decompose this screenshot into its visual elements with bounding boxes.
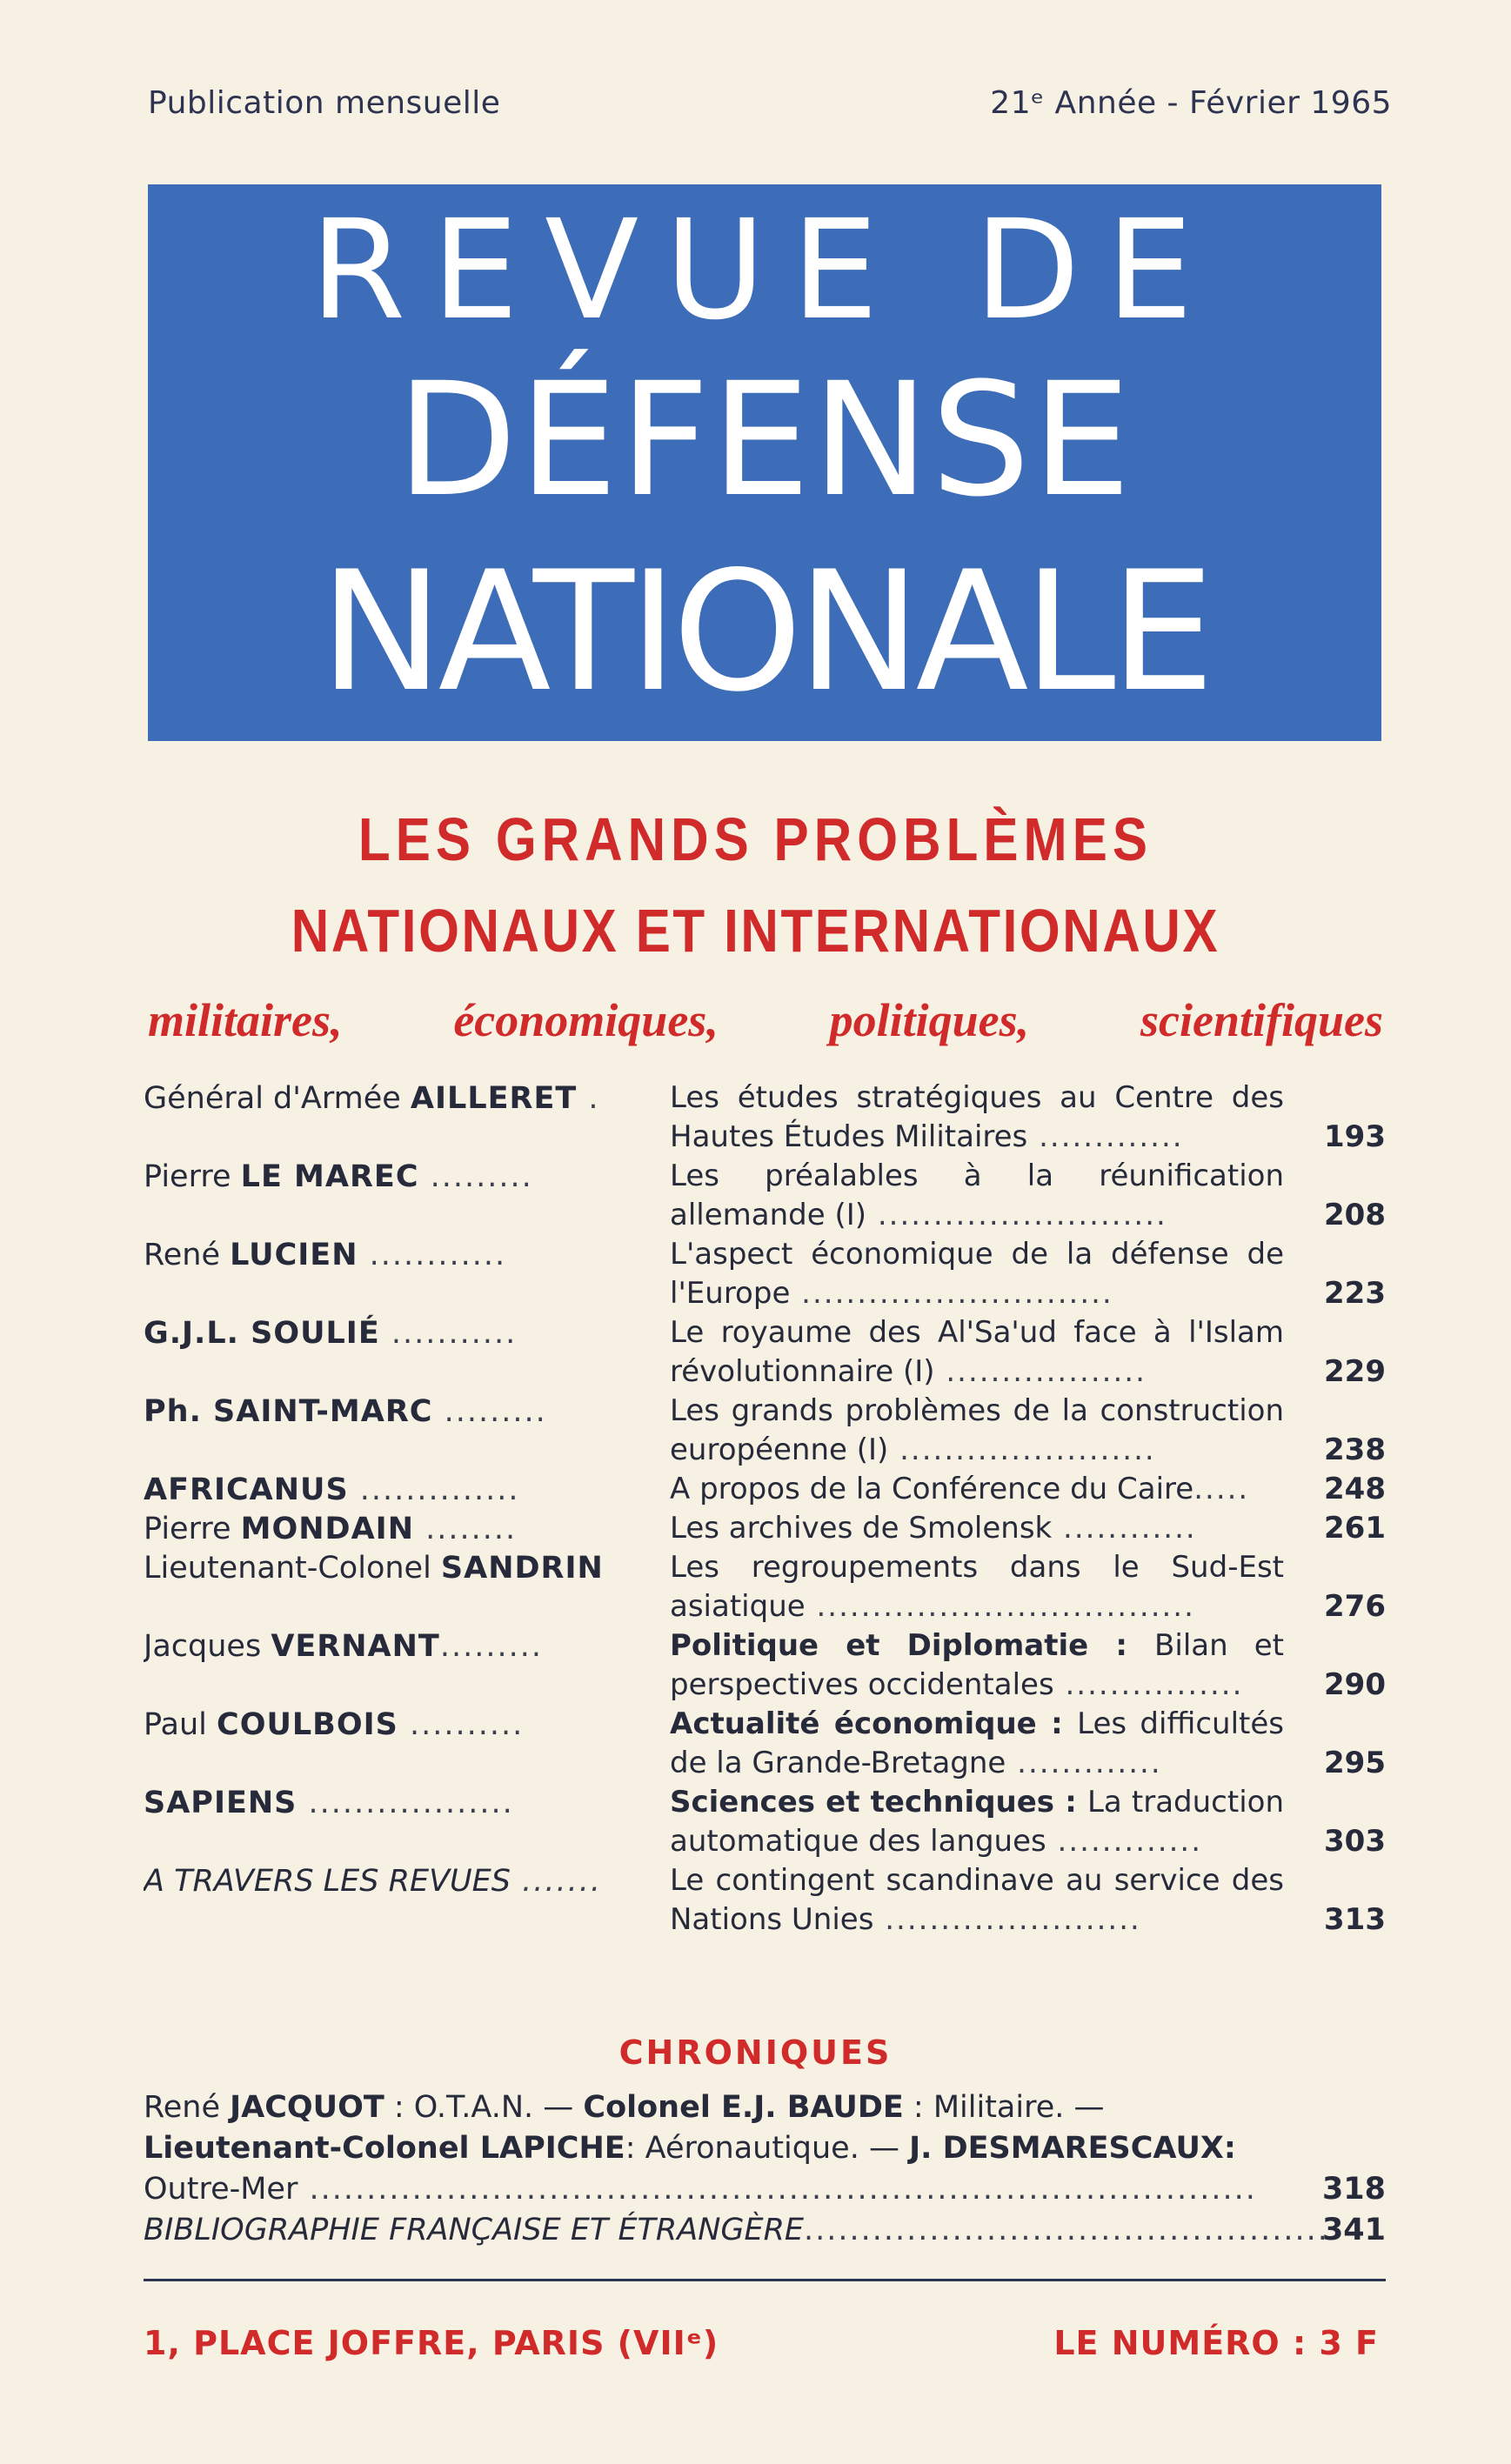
article-rubric: Sciences et techniques : — [670, 1785, 1087, 1820]
toc-author — [144, 1509, 635, 1549]
article-title: Les grands problèmes de la construction européenne (I) — [670, 1393, 1284, 1467]
leader-dots: ....... — [510, 1864, 602, 1899]
page-number: 341 — [1321, 2213, 1386, 2247]
toc-row — [144, 1705, 1386, 1783]
page-number: 303 — [1324, 1824, 1386, 1859]
toc-author — [144, 1783, 635, 1823]
author-prefix: Pierre — [144, 1159, 241, 1194]
page-number: 261 — [1324, 1511, 1386, 1546]
author-name: AILLERET — [410, 1081, 578, 1116]
author-prefix: Paul — [144, 1707, 217, 1742]
page-number: 223 — [1324, 1276, 1386, 1311]
subtitle — [148, 993, 1383, 1047]
leader-dots: . — [577, 1081, 600, 1116]
chronicles — [144, 2087, 1386, 2251]
bibliography-label: BIBLIOGRAPHIE FRANÇAISE ET ÉTRANGÈRE — [144, 2213, 805, 2247]
chronicles-line-2 — [144, 2128, 1386, 2169]
toc-author — [144, 1078, 635, 1118]
article-title: Les préalables à la réunification allemande (I) — [670, 1159, 1284, 1232]
author-name: AFRICANUS — [144, 1472, 349, 1507]
chronicle-author: J. DESMARESCAUX — [909, 2131, 1224, 2166]
toc-article — [670, 1783, 1284, 1861]
toc-author — [144, 1861, 635, 1901]
top-line — [148, 85, 1392, 121]
article-title: A propos de la Conférence du Caire — [670, 1472, 1194, 1506]
leader-dots: ............. — [1006, 1746, 1162, 1780]
page-number: 276 — [1324, 1589, 1386, 1624]
author-name: LE MAREC — [240, 1159, 419, 1194]
page-number: 318 — [1321, 2172, 1386, 2207]
toc-row — [144, 1392, 1386, 1470]
toc-row — [144, 1235, 1386, 1313]
toc-row — [144, 1548, 1386, 1626]
toc-author — [144, 1392, 635, 1432]
chronicle-outre-mer: Outre-Mer — [144, 2172, 298, 2207]
article-title: Les archives de Smolensk — [670, 1511, 1053, 1546]
toc-article — [670, 1509, 1284, 1548]
chronicle-topic: : O.T.A.N. — — [384, 2090, 584, 2125]
masthead — [148, 184, 1381, 741]
page-number: 295 — [1324, 1746, 1386, 1780]
masthead-line-2: DÉFENSE — [396, 350, 1133, 531]
chronicles-line-3 — [144, 2169, 1386, 2210]
chronicle-author: Lieutenant-Colonel LAPICHE — [144, 2131, 625, 2166]
toc-row — [144, 1470, 1386, 1509]
toc-author — [144, 1548, 635, 1588]
leader-dots: ................ — [1053, 1667, 1244, 1702]
toc-row — [144, 1313, 1386, 1392]
chronicle-topic: : Aéronautique. — — [625, 2131, 910, 2166]
chronicles-title: CHRONIQUES — [618, 2033, 893, 2072]
page-number: 208 — [1324, 1198, 1386, 1232]
toc-row — [144, 1626, 1386, 1705]
leader-dots: ................................................................................... — [298, 2172, 1257, 2207]
publication-frequency: Publication mensuelle — [148, 85, 501, 121]
leader-dots: ....................... — [873, 1902, 1141, 1937]
masthead-line-1: REVUE DE — [310, 190, 1220, 351]
page-number: 313 — [1324, 1902, 1386, 1937]
leader-dots: .............. — [348, 1472, 520, 1507]
author-name: COULBOIS — [217, 1707, 398, 1742]
author-prefix: A TRAVERS LES REVUES — [144, 1864, 511, 1899]
leader-dots: ......... — [439, 1629, 543, 1664]
article-title: L'aspect économique de la défense de l'Europe — [670, 1237, 1284, 1311]
chronicles-line-1 — [144, 2087, 1386, 2128]
toc-row — [144, 1078, 1386, 1157]
toc-author — [144, 1626, 635, 1666]
author-prefix: Pierre — [144, 1512, 241, 1546]
leader-dots: ............................................... — [804, 2213, 1341, 2247]
leader-dots: ............................ — [790, 1276, 1113, 1311]
toc-article — [670, 1861, 1284, 1940]
article-title: Le royaume des Al'Sa'ud face à l'Islam révolutionnaire (I) — [670, 1315, 1284, 1389]
leader-dots: ......... — [418, 1159, 533, 1194]
toc-article — [670, 1548, 1284, 1626]
leader-dots: .................. — [934, 1354, 1147, 1389]
subtitle-word: militaires, — [148, 994, 343, 1046]
subtitle-word: économiques, — [453, 994, 719, 1046]
author-name: LUCIEN — [230, 1238, 358, 1272]
headline-line-1: LES GRANDS PROBLÈMES — [358, 805, 1153, 873]
author-prefix: René — [144, 1238, 231, 1272]
toc-row — [144, 1783, 1386, 1861]
toc-article — [670, 1157, 1284, 1235]
leader-dots: .......................... — [866, 1198, 1167, 1232]
leader-dots: .................................. — [805, 1589, 1195, 1624]
subtitle-word: politiques, — [829, 994, 1030, 1046]
author-prefix: Général d'Armée — [144, 1081, 411, 1116]
address: 1, PLACE JOFFRE, PARIS (VIIᵉ) — [144, 2324, 719, 2362]
toc-row — [144, 1509, 1386, 1548]
price: LE NUMÉRO : 3 F — [1053, 2324, 1379, 2362]
subtitle-word: scientifiques — [1140, 994, 1383, 1046]
author-name: Ph. SAINT-MARC — [144, 1394, 433, 1429]
article-title: Bilan et perspectives occidentales — [670, 1628, 1284, 1702]
toc-row — [144, 1157, 1386, 1235]
toc-author — [144, 1705, 635, 1745]
toc-article — [670, 1470, 1284, 1509]
author-name: SAPIENS — [144, 1786, 298, 1820]
toc-author — [144, 1235, 635, 1275]
leader-dots: ........ — [414, 1512, 518, 1546]
article-title: Le contingent scandinave au service des Nations Unies — [670, 1863, 1284, 1937]
leader-dots: .......... — [398, 1707, 525, 1742]
toc-article — [670, 1078, 1284, 1157]
headline-line-2: NATIONAUX ET INTERNATIONAUX — [291, 897, 1220, 965]
issue-date: 21ᵉ Année - Février 1965 — [990, 85, 1392, 121]
toc-author — [144, 1470, 635, 1510]
toc-article — [670, 1313, 1284, 1392]
article-rubric: Politique et Diplomatie : — [670, 1628, 1155, 1663]
page-number: 238 — [1324, 1432, 1386, 1467]
footer — [144, 2324, 1379, 2362]
toc-article — [670, 1705, 1284, 1783]
toc-article — [670, 1626, 1284, 1705]
page-number: 193 — [1324, 1119, 1386, 1154]
leader-dots: ............ — [1052, 1511, 1197, 1546]
author-prefix: Jacques — [144, 1629, 271, 1664]
bibliography-line — [144, 2210, 1386, 2251]
leader-dots: .................. — [297, 1786, 514, 1820]
toc-article — [670, 1235, 1284, 1313]
article-title: Les regroupements dans le Sud-Est asiatique — [670, 1550, 1284, 1624]
toc-author — [144, 1313, 635, 1353]
author-name: VERNANT — [271, 1629, 440, 1664]
author-name: SANDRIN — [440, 1551, 604, 1586]
page-number: 248 — [1324, 1472, 1386, 1506]
leader-dots: ............. — [1027, 1119, 1184, 1154]
leader-dots: ........... — [379, 1316, 518, 1351]
author-prefix: Lieutenant-Colonel — [144, 1551, 441, 1586]
article-title: Les difficultés de la Grande-Bretagne — [670, 1706, 1284, 1780]
leader-dots: ..... — [1193, 1472, 1250, 1506]
article-rubric: Actualité économique : — [670, 1706, 1078, 1741]
author-name: MONDAIN — [240, 1512, 414, 1546]
divider-rule — [144, 2279, 1386, 2281]
article-title: Les études stratégiques au Centre des Hautes Études Militaires — [670, 1080, 1284, 1154]
page-number: 290 — [1324, 1667, 1386, 1702]
chronicle-topic: : Militaire. — — [903, 2090, 1105, 2125]
leader-dots: ......... — [432, 1394, 547, 1429]
chronicle-author: JACQUOT — [230, 2090, 384, 2125]
masthead-line-3: NATIONALE — [319, 536, 1210, 728]
table-of-contents — [144, 1078, 1386, 1940]
toc-article — [670, 1392, 1284, 1470]
article-title: La traduction automatique des langues — [670, 1785, 1285, 1859]
leader-dots: ....................... — [888, 1432, 1156, 1467]
leader-dots: ............. — [1046, 1824, 1203, 1859]
chronicle-colon: : — [1223, 2131, 1236, 2166]
chronicle-author: Colonel E.J. BAUDE — [583, 2090, 904, 2125]
author-name: G.J.L. SOULIÉ — [144, 1316, 380, 1351]
toc-row — [144, 1861, 1386, 1940]
chronicle-author-prefix: René — [144, 2090, 231, 2125]
page-number: 229 — [1324, 1354, 1386, 1389]
leader-dots: ............ — [358, 1238, 507, 1272]
toc-author — [144, 1157, 635, 1197]
